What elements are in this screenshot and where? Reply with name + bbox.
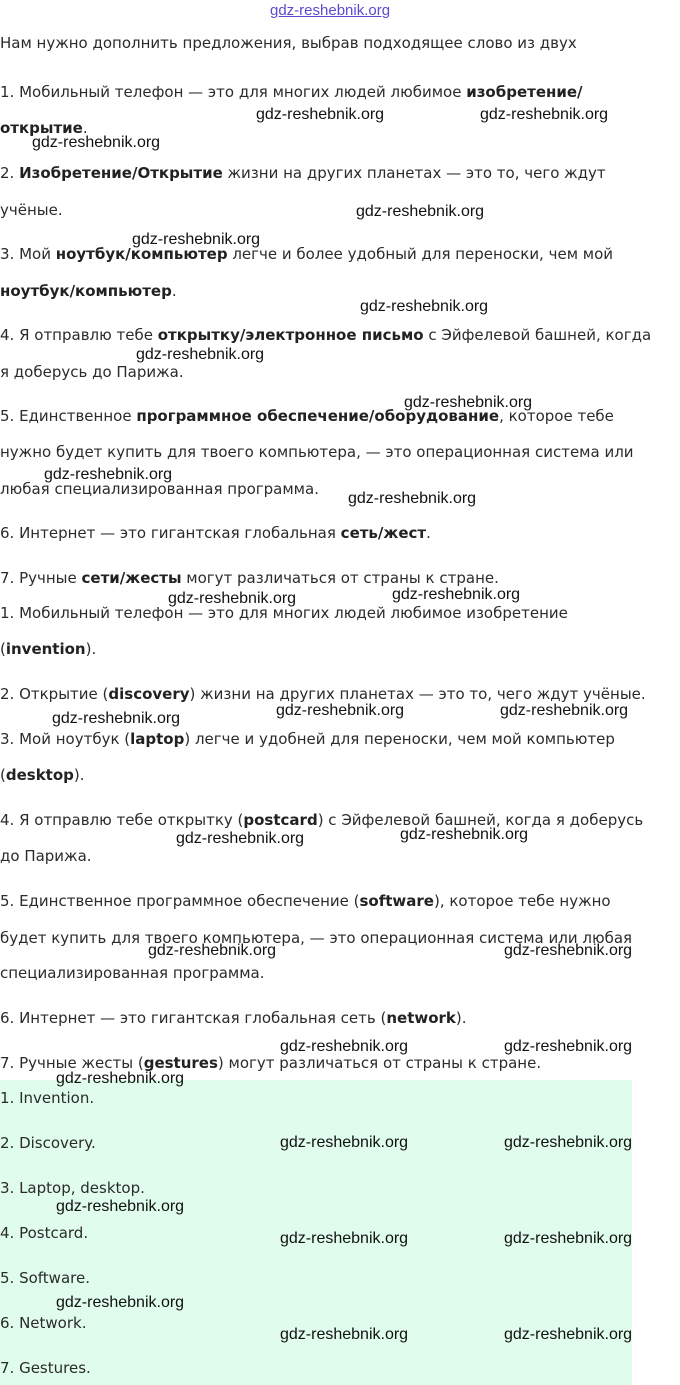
sentence-line <box>0 729 615 749</box>
answer-item: 7. Gestures. <box>0 1359 91 1377</box>
sentence-text: 2. Открытие ( <box>0 685 109 703</box>
watermark-text: gdz-reshebnik.org <box>44 466 173 483</box>
sentence-text: 3. Мой ноутбук ( <box>0 730 131 748</box>
highlighted-word: software <box>359 892 434 910</box>
highlighted-word: Изобретение/Открытие <box>19 164 223 182</box>
sentence-text: . <box>171 282 177 300</box>
highlighted-word: открытие <box>0 119 83 137</box>
highlighted-word: postcard <box>243 811 318 829</box>
watermark-text: gdz-reshebnik.org <box>56 1070 185 1087</box>
sentence-text: легче и более удобный для переноски, чем мой <box>227 245 614 263</box>
watermark-text: gdz-reshebnik.org <box>500 702 629 719</box>
watermark-text: gdz-reshebnik.org <box>504 942 633 959</box>
sentence-text: учёные. <box>0 201 63 219</box>
sentence-line <box>0 325 651 345</box>
highlighted-word: открытку/электронное письмо <box>157 326 424 344</box>
highlighted-word: discovery <box>108 685 190 703</box>
watermark-text: gdz-reshebnik.org <box>148 942 277 959</box>
highlighted-word: desktop <box>5 766 74 784</box>
watermark-text: gdz-reshebnik.org <box>56 1294 185 1311</box>
sentence-text: нужно будет купить для твоего компьютера, — это операционная система или <box>0 443 634 461</box>
highlighted-word: программное обеспечение/оборудование <box>136 407 500 425</box>
sentence-text: жизни на других планетах — это то, чего ждут <box>222 164 606 182</box>
highlighted-word: invention <box>5 640 86 658</box>
sentence-text: 7. Ручные <box>0 569 82 587</box>
sentence-text: 5. Единственное программное обеспечение ( <box>0 892 360 910</box>
sentence-text: , которое тебе <box>499 407 614 425</box>
highlighted-word: laptop <box>130 730 185 748</box>
sentence-text: специализированная программа. <box>0 964 265 982</box>
sentence-text: . <box>82 119 88 137</box>
sentence-text: 5. Единственное <box>0 407 137 425</box>
sentence-text: 3. Мой <box>0 245 56 263</box>
watermark-text: gdz-reshebnik.org <box>356 203 485 220</box>
sentence-text: ( <box>0 640 6 658</box>
sentence-text: ). <box>85 640 97 658</box>
watermark-text: gdz-reshebnik.org <box>504 1230 633 1247</box>
sentence-line <box>0 810 643 830</box>
answer-item: 1. Invention. <box>0 1089 95 1107</box>
sentence-text: ). <box>455 1009 467 1027</box>
highlighted-word: сеть/жест <box>340 524 427 542</box>
sentence-text: ) жизни на других планетах — это то, чего ждут учёные. <box>189 685 646 703</box>
sentence-text: 6. Интернет — это гигантская глобальная <box>0 524 341 542</box>
sentence-text: 7. Ручные жесты ( <box>0 1054 144 1072</box>
sentence-line <box>0 82 583 102</box>
sentence-text: будет купить для твоего компьютера, — это операционная система или любая <box>0 929 633 947</box>
watermark-text: gdz-reshebnik.org <box>32 134 161 151</box>
sentence-text: ), которое тебе нужно <box>433 892 611 910</box>
answer-item: 3. Laptop, desktop. <box>0 1179 145 1197</box>
highlighted-word: ноутбук/компьютер <box>55 245 228 263</box>
sentence-text: я доберусь до Парижа. <box>0 363 184 381</box>
sentence-line <box>0 163 606 183</box>
watermark-text: gdz-reshebnik.org <box>504 1134 633 1151</box>
watermark-text: gdz-reshebnik.org <box>392 586 521 603</box>
watermark-text: gdz-reshebnik.org <box>256 106 385 123</box>
highlighted-word: network <box>386 1009 456 1027</box>
highlighted-word: ноутбук/компьютер <box>0 282 172 300</box>
sentence-line <box>0 281 177 301</box>
sentence-line <box>0 568 499 588</box>
watermark-text: gdz-reshebnik.org <box>280 1326 409 1343</box>
sentence-line <box>0 846 92 866</box>
watermark-text: gdz-reshebnik.org <box>176 830 305 847</box>
answer-item: 4. Postcard. <box>0 1224 89 1242</box>
instruction-text: Нам нужно дополнить предложения, выбрав подходящее слово из двух <box>0 34 577 52</box>
sentence-text: ) с Эйфелевой башней, когда я доберусь <box>317 811 644 829</box>
sentence-text: . <box>426 524 431 542</box>
sentence-line <box>0 891 611 911</box>
watermark-text: gdz-reshebnik.org <box>280 1230 409 1247</box>
sentence-line <box>0 639 96 659</box>
watermark-text: gdz-reshebnik.org <box>56 1198 185 1215</box>
watermark-text: gdz-reshebnik.org <box>52 710 181 727</box>
sentence-text: с Эйфелевой башней, когда <box>423 326 652 344</box>
watermark-text: gdz-reshebnik.org <box>504 1038 633 1055</box>
sentence-line <box>0 442 634 462</box>
watermark-text: gdz-reshebnik.org <box>280 1038 409 1055</box>
answer-item: 6. Network. <box>0 1314 87 1332</box>
watermark-text: gdz-reshebnik.org <box>280 1134 409 1151</box>
sentence-text: 1. Мобильный телефон — это для многих людей любимое <box>0 83 467 101</box>
sentence-text: ) легче и удобней для переноски, чем мой компьютер <box>184 730 615 748</box>
watermark-text: gdz-reshebnik.org <box>168 590 297 607</box>
sentence-line <box>0 684 646 704</box>
highlighted-word: изобретение/ <box>466 83 583 101</box>
sentence-line <box>0 244 613 264</box>
watermark-text: gdz-reshebnik.org <box>480 106 609 123</box>
sentence-line <box>0 200 63 220</box>
sentence-text: ( <box>0 766 6 784</box>
sentence-text: 1. Мобильный телефон — это для многих людей любимое изобретение <box>0 604 568 622</box>
sentence-text: любая специализированная программа. <box>0 480 319 498</box>
answer-item: 2. Discovery. <box>0 1134 96 1152</box>
sentence-text: до Парижа. <box>0 847 92 865</box>
sentence-line <box>0 963 265 983</box>
header-watermark-link[interactable]: gdz-reshebnik.org <box>270 2 391 19</box>
watermark-text: gdz-reshebnik.org <box>400 826 529 843</box>
sentence-line <box>0 1008 467 1028</box>
sentence-text: ). <box>73 766 85 784</box>
sentence-text: могут различаться от страны к стране. <box>181 569 499 587</box>
watermark-text: gdz-reshebnik.org <box>348 490 477 507</box>
sentence-text: 4. Я отправлю тебе <box>0 326 158 344</box>
sentence-text: 2. <box>0 164 20 182</box>
highlighted-word: сети/жесты <box>81 569 182 587</box>
sentence-text: ) могут различаться от страны к стране. <box>217 1054 542 1072</box>
highlighted-word: gestures <box>143 1054 218 1072</box>
watermark-text: gdz-reshebnik.org <box>132 231 261 248</box>
sentence-line <box>0 765 85 785</box>
answer-item: 5. Software. <box>0 1269 90 1287</box>
watermark-text: gdz-reshebnik.org <box>404 394 533 411</box>
watermark-text: gdz-reshebnik.org <box>360 298 489 315</box>
watermark-text: gdz-reshebnik.org <box>136 346 265 363</box>
sentence-text: 6. Интернет — это гигантская глобальная сеть ( <box>0 1009 387 1027</box>
sentence-line <box>0 523 431 543</box>
sentence-text: 4. Я отправлю тебе открытку ( <box>0 811 244 829</box>
watermark-text: gdz-reshebnik.org <box>504 1326 633 1343</box>
sentence-line <box>0 362 184 382</box>
watermark-text: gdz-reshebnik.org <box>276 702 405 719</box>
